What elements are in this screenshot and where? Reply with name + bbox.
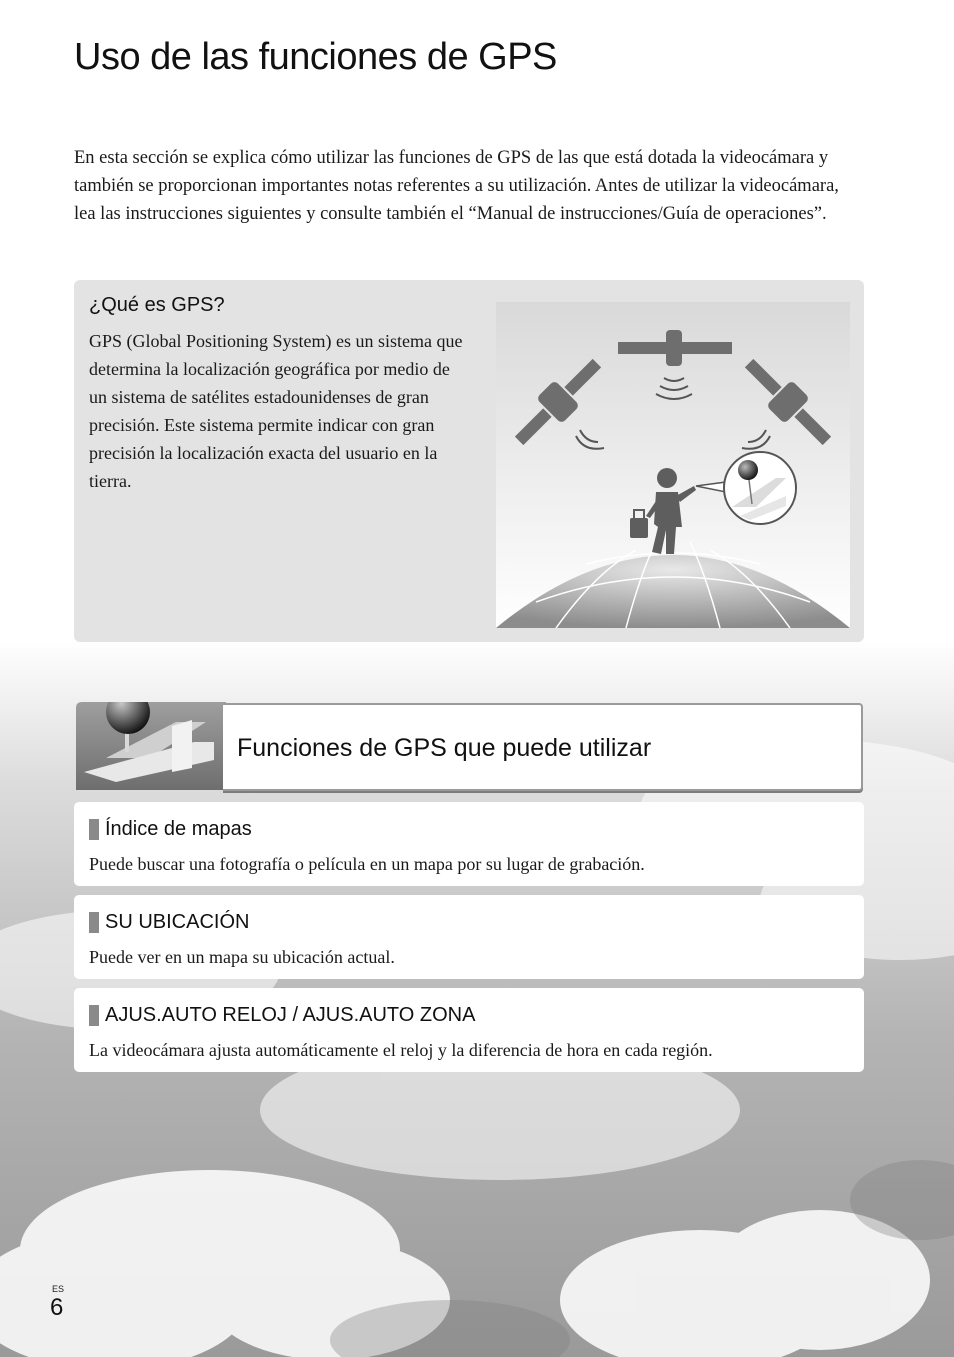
feature-heading-text: SU UBICACIÓN [105,911,250,933]
what-is-gps-box [74,280,864,642]
map-pin-icon [76,702,226,790]
gps-box-heading: ¿Qué es GPS? [89,294,225,316]
heading-bar-marker [89,912,99,933]
banner-title-box [223,703,863,791]
feature-heading [89,1004,475,1027]
page-title: Uso de las funciones de GPS [74,36,557,78]
functions-banner [76,702,864,790]
page-language: ES [52,1284,65,1294]
heading-bar-marker [89,1005,99,1026]
feature-auto-clock-zone [74,988,864,1072]
feature-body: Puede buscar una fotografía o película en un mapa por su lugar de grabación. [89,854,645,874]
feature-heading [89,818,252,841]
feature-heading-text: AJUS.AUTO RELOJ / AJUS.AUTO ZONA [105,1004,476,1026]
banner-title: Funciones de GPS que puede utilizar [237,734,652,762]
feature-body: Puede ver en un mapa su ubicación actual. [89,947,395,967]
gps-illustration [496,302,850,628]
heading-bar-marker [89,819,99,840]
gps-box-body: GPS (Global Positioning System) es un sistema que determina la localización geográfica por medio de un sistema de satélites estadounidenses de gran precisión. Este sistema permite indicar con gran precisión la localización exacta del usuario en la tierra. [89,331,463,491]
page-number: 6 [50,1294,64,1321]
feature-map-index [74,802,864,886]
feature-heading [89,911,249,934]
feature-body: La videocámara ajusta automáticamente el reloj y la diferencia de hora en cada región. [89,1040,713,1060]
feature-your-location [74,895,864,979]
intro-paragraph: En esta sección se explica cómo utilizar las funciones de GPS de las que está dotada la videocámara y también se proporcionan importantes notas referentes a su utilización. Antes de utilizar la videocámara, lea las instrucciones siguientes y consulte también el “Manual de instrucciones/Guía de operaciones”. [74,148,839,224]
feature-heading-text: Índice de mapas [105,818,252,840]
